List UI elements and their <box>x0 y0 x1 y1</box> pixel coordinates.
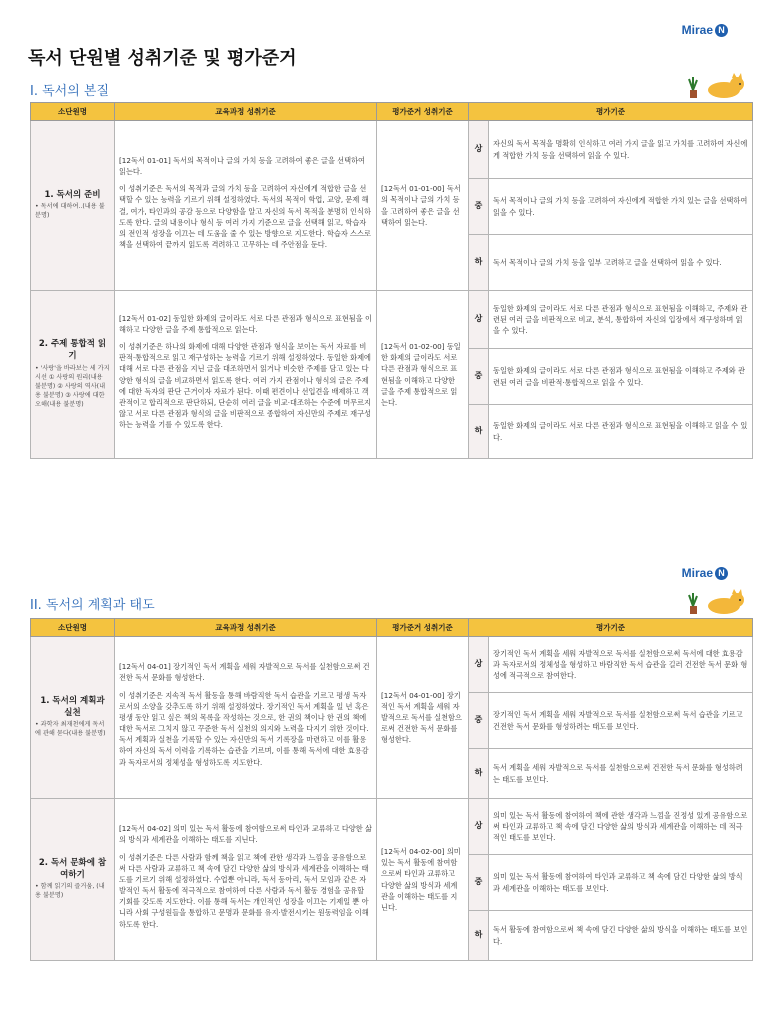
unit-name: 2. 주제 통합적 읽기 <box>38 339 107 362</box>
level-low-desc: 독서 계획을 세워 자발적으로 독서를 실천함으로써 건전한 독서 문화를 형성하려는 태도를 보인다. <box>489 749 753 799</box>
level-high-desc: 장기적인 독서 계획을 세워 자발적으로 독서를 실천함으로써 독서에 대한 효용감과 독자로서의 정체성을 형성하고 바람직한 독서 습관을 길러 건전한 독서 문화 형성에 적극적으로 참여한다. <box>489 637 753 693</box>
level-high: 상 <box>469 291 489 349</box>
level-low: 하 <box>469 749 489 799</box>
unit-note: • '사랑'을 바라보는 세 가지 시선 ① 사랑의 원리(내용 불분명) ② 사랑의 역사(내용 불분명) ③ 사랑에 대한 오해(내용 불분명) <box>35 364 110 408</box>
col-header-eval-criteria: 평가기준 <box>469 103 753 121</box>
unit-note: • 독서에 대하여..(내용 불분명) <box>35 203 105 220</box>
eval-standard-cell <box>377 637 469 799</box>
level-low-desc: 독서 목적이나 글의 가치 등을 일부 고려하고 글을 선택하여 읽을 수 있다. <box>489 235 753 291</box>
unit-cell <box>31 637 115 799</box>
brand-name: Mirae <box>681 566 713 580</box>
curriculum-explanation: 이 성취기준은 다른 사람과 함께 책을 읽고 책에 관한 생각과 느낌을 공유함으로써 다른 사람과 교류하고 책 속에 담긴 다양한 삶의 방식과 세계관을 이해하는 태도를 기르기 위해 설정하였다. 수업뿐 아니라, 독서 동아리, 독서 모임과 같은 자발적인 독서 활동에 적극적으로 참여하여 다른 사람과 독서 활동 경험을 공유할 기회를 갖도록 지도한다. 이를 통해 독서는 개인적인 성장을 이끄는 기제일 뿐 아니라 사회 구성원들을 통합하고 문명과 문화를 유지·발전시키는 원동력임을 이해하도록 한다. <box>119 852 369 929</box>
unit-cell <box>31 121 115 291</box>
col-header-eval-standard: 평가준거 성취기준 <box>377 619 469 637</box>
table-header-row <box>31 103 753 121</box>
curriculum-standard-cell <box>115 291 377 459</box>
curriculum-standard: [12독서 01-02] 동일한 화제의 글이라도 서로 다른 관점과 형식으로 표현됨을 이해하고 다양한 글을 주제 통합적으로 읽는다. <box>119 313 372 334</box>
level-mid-desc: 장기적인 독서 계획을 세워 자발적으로 독서를 실천함으로써 독서 습관을 기르고 건전한 독서 문화를 형성하려는 태도를 보인다. <box>489 693 753 749</box>
brand-logo <box>682 566 728 580</box>
unit-cell <box>31 799 115 961</box>
eval-standard: [12독서 04-02-00] 의미 있는 독서 활동에 참여함으로써 타인과 교류하고 다양한 삶의 방식과 세계관을 이해하는 태도를 지닌다. <box>381 847 461 912</box>
level-low-desc: 독서 활동에 참여함으로써 책 속에 담긴 다양한 삶의 방식을 이해하는 태도를 보인다. <box>489 911 753 961</box>
eval-standard-cell <box>377 291 469 459</box>
level-low-desc: 동일한 화제의 글이라도 서로 다른 관점과 형식으로 표현됨을 이해하고 읽을 수 있다. <box>489 405 753 459</box>
table-header-row <box>31 619 753 637</box>
eval-standard-cell <box>377 799 469 961</box>
level-mid-desc: 동일한 화제의 글이라도 서로 다른 관점과 형식으로 표현됨을 이해하고 주제와 관련된 여러 글을 비판적·통합적으로 읽을 수 있다. <box>489 349 753 405</box>
level-mid-desc: 의미 있는 독서 활동에 참여하여 타인과 교류하고 책 속에 담긴 다양한 삶의 방식과 세계관을 이해하는 태도를 보인다. <box>489 855 753 911</box>
curriculum-standard: [12독서 04-01] 장기적인 독서 계획을 세워 자발적으로 독서를 실천함으로써 건전한 독서 문화를 형성한다. <box>119 662 370 683</box>
level-low: 하 <box>469 405 489 459</box>
unit-note: • 과학자 최재천에게 독서에 관해 묻다(내용 불분명) <box>35 721 106 738</box>
level-high: 상 <box>469 637 489 693</box>
col-header-curriculum: 교육과정 성취기준 <box>115 103 377 121</box>
table-row <box>31 121 753 179</box>
eval-standard-cell <box>377 121 469 291</box>
standards-table-2 <box>30 618 753 961</box>
level-mid: 중 <box>469 855 489 911</box>
section-heading-1: I. 독서의 본질 <box>30 84 110 99</box>
brand-mark-icon: N <box>715 567 728 580</box>
curriculum-standard-cell <box>115 799 377 961</box>
col-header-curriculum: 교육과정 성취기준 <box>115 619 377 637</box>
curriculum-explanation: 이 성취기준은 독서의 목적과 글의 가치 등을 고려하여 자신에게 적합한 글을 선택할 수 있는 능력을 기르기 위해 설정하였다. 독서의 목적이 학업, 교양, 문제 해결, 여가, 타인과의 공감 등으로 다양함을 알고 자신의 독서 목적을 분명히 인식하도록 한다. 글의 내용이나 형식 등 여러 가지 기준으로 글을 선택해 읽고, 학습자의 전인적 성장을 이끄는 데 도움을 줄 수 있는 방향으로 지도한다. 학습자 스스로 책을 선택하여 끝까지 읽도록 격려하고 고무하는 데 주안점을 둔다. <box>119 184 371 249</box>
col-header-unit: 소단원명 <box>31 619 115 637</box>
curriculum-standard-cell <box>115 637 377 799</box>
col-header-eval-criteria: 평가기준 <box>469 619 753 637</box>
eval-standard: [12독서 01-01-00] 독서의 목적이나 글의 가치 등을 고려하여 좋은 글을 선택하여 읽는다. <box>381 184 461 227</box>
col-header-unit: 소단원명 <box>31 103 115 121</box>
level-mid: 중 <box>469 693 489 749</box>
standards-table-1 <box>30 102 753 459</box>
table-row <box>31 637 753 693</box>
level-low: 하 <box>469 235 489 291</box>
unit-note: • 함께 읽기의 즐거움, (내용 불분명) <box>35 883 105 900</box>
col-header-eval-standard: 평가준거 성취기준 <box>377 103 469 121</box>
curriculum-standard-cell <box>115 121 377 291</box>
curriculum-explanation: 이 성취기준은 하나의 화제에 대해 다양한 관점과 형식을 보이는 독서 자료를 비판적·통합적으로 읽고 재구성하는 능력을 기르기 위해 설정하였다. 동일한 화제에 대해 서로 다른 관점을 지닌 글을 대조하면서 읽거나 비슷한 주제를 담고 있는 다양한 형식의 글을 비교하면서 읽도록 한다. 여러 가지 관점이나 형식의 글은 주제에 대한 독자의 판단 근거이자 자료가 된다. 이때 편견이나 선입견을 배제하고 객관적이고 합리적으로 판단하되, 단순히 여러 글을 비교·대조하는 수준에 머무르지 않고 서로 다른 관점과 형식의 글을 비판적으로 종합하여 자신만의 주제로 재구성하는 능력을 기를 수 있도록 한다. <box>119 342 371 430</box>
level-high-desc: 동일한 화제의 글이라도 서로 다른 관점과 형식으로 표현됨을 이해하고, 주제와 관련된 여러 글을 비판적으로 비교, 분석, 통합하여 자신의 입장에서 재구성하며 읽을 수 있다. <box>489 291 753 349</box>
curriculum-standard: [12독서 04-02] 의미 있는 독서 활동에 참여함으로써 타인과 교류하고 다양한 삶의 방식과 세계관을 이해하는 태도를 지닌다. <box>119 824 372 845</box>
cat-plant-illustration-icon <box>684 70 746 100</box>
brand-logo <box>682 23 728 37</box>
eval-standard: [12독서 01-02-00] 동일한 화제의 글이라도 서로 다른 관점과 형식으로 표현됨을 이해하고 다양한 글을 주제 통합적으로 읽는다. <box>381 342 461 407</box>
table-row <box>31 291 753 349</box>
level-mid: 중 <box>469 349 489 405</box>
unit-cell <box>31 291 115 459</box>
eval-standard: [12독서 04-01-00] 장기적인 독서 계획을 세워 자발적으로 독서를 실천함으로써 건전한 독서 문화를 형성한다. <box>381 690 462 745</box>
cat-plant-illustration-icon <box>684 586 746 616</box>
page-title: 독서 단원별 성취기준 및 평가준거 <box>28 48 297 69</box>
unit-name: 1. 독서의 계획과 실천 <box>40 695 105 718</box>
curriculum-standard: [12독서 01-01] 독서의 목적이나 글의 가치 등을 고려하여 좋은 글을 선택하여 읽는다. <box>119 155 365 177</box>
level-mid-desc: 독서 목적이나 글의 가치 등을 고려하여 자신에게 적합한 가치 있는 글을 선택하여 읽을 수 있다. <box>489 179 753 235</box>
curriculum-explanation: 이 성취기준은 지속적 독서 활동을 통해 바람직한 독서 습관을 기르고 평생 독자로서의 소양을 갖추도록 하기 위해 설정하였다. 장기적인 독서 계획을 일 년 혹은 평생 동안 읽고 싶은 책의 목록을 작성하는 것으로, 한 권의 책이나 한 권의 책에 대한 독서로 그치지 않고 꾸준한 독서 실천의 의지와 노력을 다지기 위한 것이다. 독서 계획과 실천을 기록할 수 있는 자신만의 독서 기록장을 마련하고 이를 활용하여 자신의 독서 이력을 기록하는 습관을 기르며, 이를 통해 독서에 대한 효용감과 독자로서의 정체성을 형성하도록 지도한다. <box>119 690 369 767</box>
level-high-desc: 자신의 독서 목적을 명확히 인식하고 여러 가지 글을 읽고 가치를 고려하여 자신에게 적합한 가치 등을 선택하여 읽을 수 있다. <box>489 121 753 179</box>
level-high-desc: 의미 있는 독서 활동에 참여하여 책에 관한 생각과 느낌을 진정성 있게 공유함으로써 타인과 교류하고 책 속에 담긴 다양한 삶의 방식과 세계관을 이해하는 데 적극적인 태도를 보인다. <box>489 799 753 855</box>
brand-mark-icon: N <box>715 24 728 37</box>
unit-name: 2. 독서 문화에 참여하기 <box>38 857 107 880</box>
level-high: 상 <box>469 799 489 855</box>
unit-name: 1. 독서의 준비 <box>44 189 101 200</box>
table-row <box>31 799 753 855</box>
level-high: 상 <box>469 121 489 179</box>
level-low: 하 <box>469 911 489 961</box>
brand-name: Mirae <box>681 23 713 37</box>
section-heading-2: II. 독서의 계획과 태도 <box>30 598 155 613</box>
level-mid: 중 <box>469 179 489 235</box>
